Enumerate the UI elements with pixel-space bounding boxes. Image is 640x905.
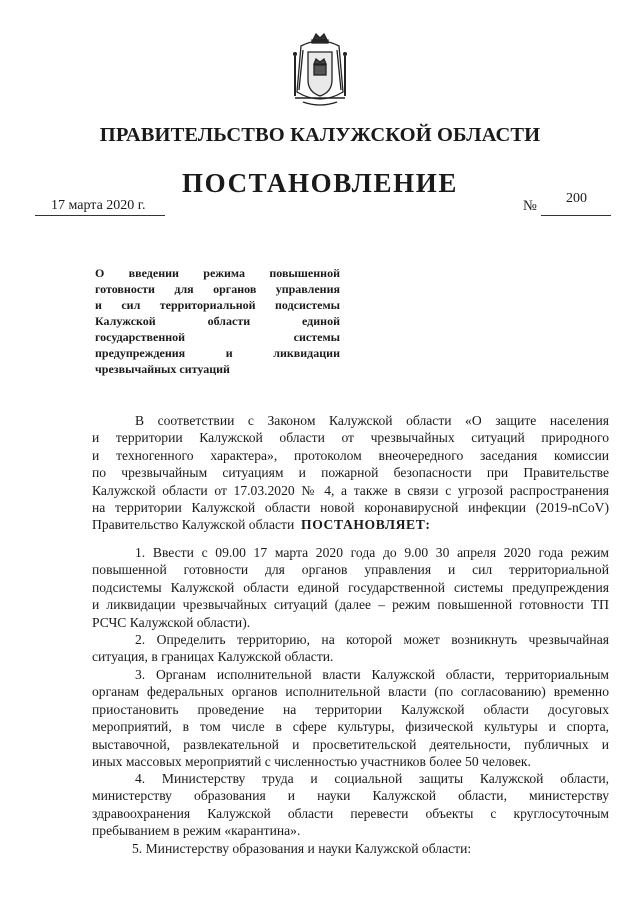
number-sign: №: [523, 198, 537, 214]
subject-line: Калужской области единой: [95, 314, 340, 328]
item-line: 3. Органам исполнительной власти Калужской области, территориальным: [135, 667, 609, 682]
item-4: [92, 770, 609, 840]
item-line: 5. Министерству образования и науки Калужской области:: [132, 841, 472, 856]
subject-line: и сил территориальной подсистемы: [95, 298, 340, 312]
item-line: здравоохранения Калужской области перевести объекты с круглосуточным: [92, 805, 609, 821]
preamble-line: Калужской области от 17.03.2020 № 4, а также в связи с угрозой распространения: [92, 482, 609, 498]
item-line: 1. Ввести с 09.00 17 марта 2020 года до 9.00 30 апреля 2020 года режим: [135, 545, 609, 560]
item-3: [92, 666, 609, 770]
item-1: [92, 544, 609, 631]
subject-line: государственной системы: [95, 330, 340, 344]
subject-line: готовности для органов управления: [95, 282, 340, 296]
preamble-line: В соответствии с Законом Калужской области «О защите населения: [135, 413, 609, 428]
document-subject: [95, 265, 340, 377]
item-line: министерству образования и науки Калужской области, министерству: [92, 788, 609, 804]
document-number: 200: [566, 191, 587, 206]
item-2: [92, 631, 609, 666]
item-line: иных массовых мероприятий с численностью участников более 50 человек.: [92, 754, 531, 770]
item-line: выставочной, развлекательной и просветительской деятельности, публичных и: [92, 736, 609, 752]
item-line: приостановить проведение на территории Калужской области досуговых: [92, 701, 609, 717]
item-line: органам федеральных органов исполнительной власти (по согласованию) временно: [92, 684, 609, 700]
item-5: [92, 840, 609, 857]
item-line: мероприятий, в том числе в сфере культуры, физической культуры и спорта,: [92, 719, 609, 735]
organization-title: ПРАВИТЕЛЬСТВО КАЛУЖСКОЙ ОБЛАСТИ: [99, 124, 541, 146]
subject-line: чрезвычайных ситуаций: [95, 362, 230, 376]
item-line: 4. Министерству труда и социальной защиты Калужской области,: [135, 771, 609, 786]
preamble: [92, 412, 609, 534]
item-line: повышенной готовности для органов управления и сил территориальной: [92, 562, 609, 578]
item-line: ситуация, в границах Калужской области.: [92, 649, 334, 665]
preamble-line: и техногенного характера», протоколом внеочередного заседания комиссии: [92, 447, 609, 463]
preamble-line: на территории Калужской области новой коронавирусной инфекции (2019-nCoV): [92, 500, 609, 516]
preamble-line: по чрезвычайным ситуациям и пожарной безопасности при Правительстве: [92, 465, 609, 481]
item-line: подсистемы Калужской области единой государственной системы предупреждения: [92, 579, 609, 595]
subject-line: О введении режима повышенной: [95, 266, 340, 280]
preamble-last-text: Правительство Калужской области: [92, 517, 295, 533]
item-line: пребыванием в режим «карантина».: [92, 823, 301, 839]
preamble-line: и территории Калужской области от чрезвычайных ситуаций природного: [92, 430, 609, 446]
number-underline: [541, 215, 611, 216]
subject-line: предупреждения и ликвидации: [95, 346, 340, 360]
preamble-last-line: [92, 516, 609, 533]
item-line: 2. Определить территорию, на которой может возникнуть чрезвычайная: [135, 632, 609, 647]
date-underline: [35, 215, 165, 216]
date-field: [35, 198, 165, 216]
document-date: 17 марта 2020 г.: [51, 198, 146, 213]
coat-of-arms-icon: [289, 30, 351, 110]
item-line: РСЧС Калужской области).: [92, 614, 251, 630]
document-type-title: ПОСТАНОВЛЕНИЕ: [182, 168, 458, 198]
resolves-keyword: ПОСТАНОВЛЯЕТ:: [301, 517, 431, 533]
item-line: и ликвидации чрезвычайных ситуаций (далее – режим повышенной готовности ТП: [92, 597, 609, 613]
